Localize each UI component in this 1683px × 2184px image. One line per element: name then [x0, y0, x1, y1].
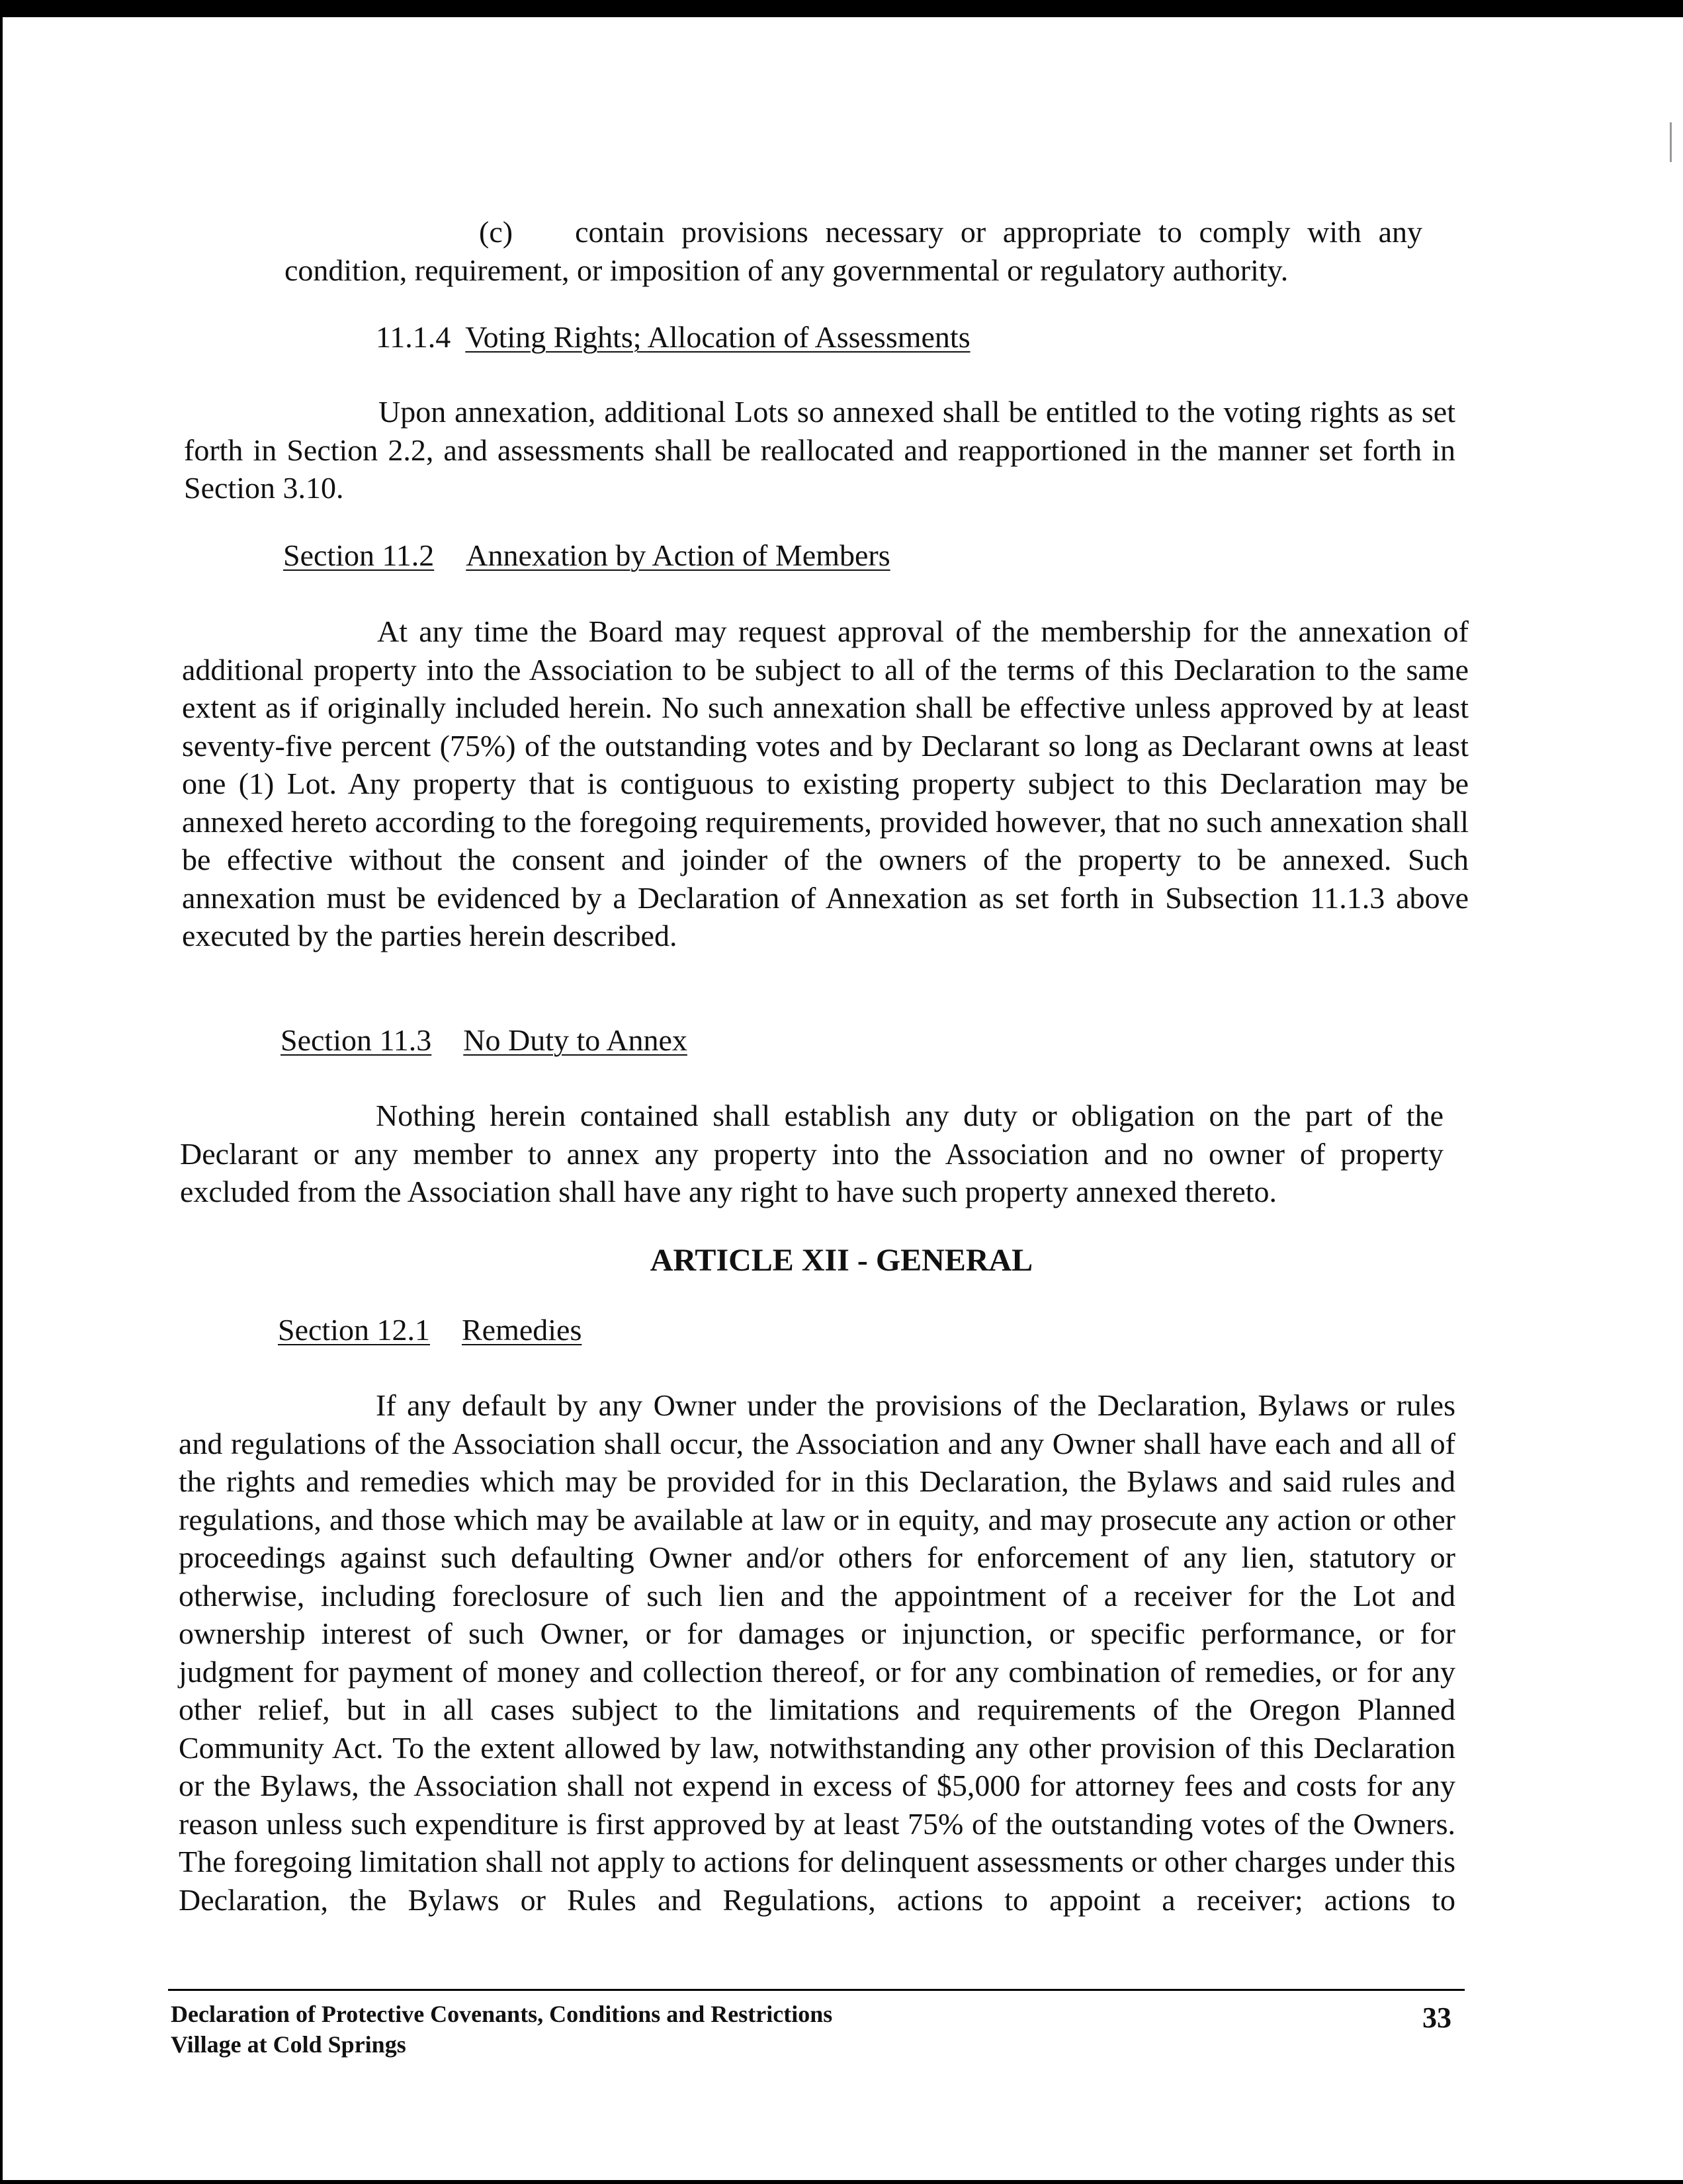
section-11-2-body: At any time the Board may request approval of the membership for the annexation of additional property into the Association to be subject to all of the terms of this Declaration to the same extent as if originally included herein. No such annexation shall be effective unless approved by at least seventy-five percent (75%) of the outstanding votes and by Declarant so long as Declarant owns at least one (1) Lot. Any property that is contiguous to existing property subject to this Declaration may be annexed hereto according to the foregoing requirements, provided however, that no such annexation shall be effective without the consent and joinder of the owners of the property to be annexed. Such annexation must be evidenced by a Declaration of Annexation as set forth in Subsection 11.1.3 above executed by the parties herein described.	[182, 614, 1469, 952]
subsection-c-label: (c)	[479, 215, 513, 249]
footer-rule	[168, 1989, 1465, 1991]
footer-project-name: Village at Cold Springs	[171, 2031, 406, 2058]
footer-text	[171, 1999, 1441, 2060]
section-12-1-heading	[278, 1311, 582, 1349]
section-11-2-heading	[283, 536, 890, 574]
section-11-1-4-heading	[376, 318, 971, 356]
section-12-1-body: If any default by any Owner under the provisions of the Declaration, Bylaws or rules and regulations of the Association shall occur, the Association and any Owner shall have each and all of the rights and remedies which may be provided for in this Declaration, the Bylaws and said rules and regulations, and those which may be available at law or in equity, and may prosecute any action or other proceedings against such defaulting Owner and/or others for enforcement of any lien, statutory or otherwise, including foreclosure of such lien and the appointment of a receiver for the Lot and ownership interest of such Owner, or for damages or injunction, or specific performance, or for judgment for payment of money and collection thereof, or for any combination of remedies, or for any other relief, but in all cases subject to the limitations and requirements of the Oregon Planned Community Act. To the extent allowed by law, notwithstanding any other provision of this Declaration or the Bylaws, the Association shall not expend in excess of $5,000 for attorney fees and costs for any reason unless such expenditure is first approved by at least 75% of the outstanding votes of the Owners. The foregoing limitation shall not apply to actions for delinquent assessments or other charges under this Declaration, the Bylaws or Rules and Regulations, actions to appoint a receiver; actions to	[179, 1388, 1455, 1917]
section-11-3-heading	[280, 1021, 687, 1059]
section-11-3-body: Nothing herein contained shall establish any duty or obligation on the part of the Declarant or any member to annex any property into the Association and no owner of property excluded from the Association shall have any right to have such property annexed thereto.	[180, 1099, 1444, 1208]
section-11-1-4-number: 11.1.4	[376, 320, 451, 354]
subsection-c	[284, 213, 1422, 289]
section-12-1-number: Section 12.1	[278, 1313, 430, 1347]
section-11-3-title: No Duty to Annex	[463, 1023, 687, 1057]
subsection-c-text: contain provisions necessary or appropriate to comply with any condition, requirement, or imposition of any governmental or regulatory authority.	[284, 215, 1422, 287]
section-12-1-title: Remedies	[461, 1313, 582, 1347]
page-number: 33	[1422, 2001, 1451, 2034]
article-12-heading: ARTICLE XII - GENERAL	[650, 1243, 1033, 1278]
section-11-3-number: Section 11.3	[280, 1023, 432, 1057]
section-11-2-number: Section 11.2	[283, 538, 435, 572]
section-11-1-4-body: Upon annexation, additional Lots so annexed shall be entitled to the voting rights as set forth in Section 2.2, and assessments shall be reallocated and reapportioned in the manner set forth in Section 3.10.	[184, 395, 1455, 505]
section-11-1-4-title: Voting Rights; Allocation of Assessments	[465, 320, 971, 354]
section-11-2-title: Annexation by Action of Members	[466, 538, 890, 572]
footer-document-title: Declaration of Protective Covenants, Conditions and Restrictions	[171, 2001, 833, 2027]
